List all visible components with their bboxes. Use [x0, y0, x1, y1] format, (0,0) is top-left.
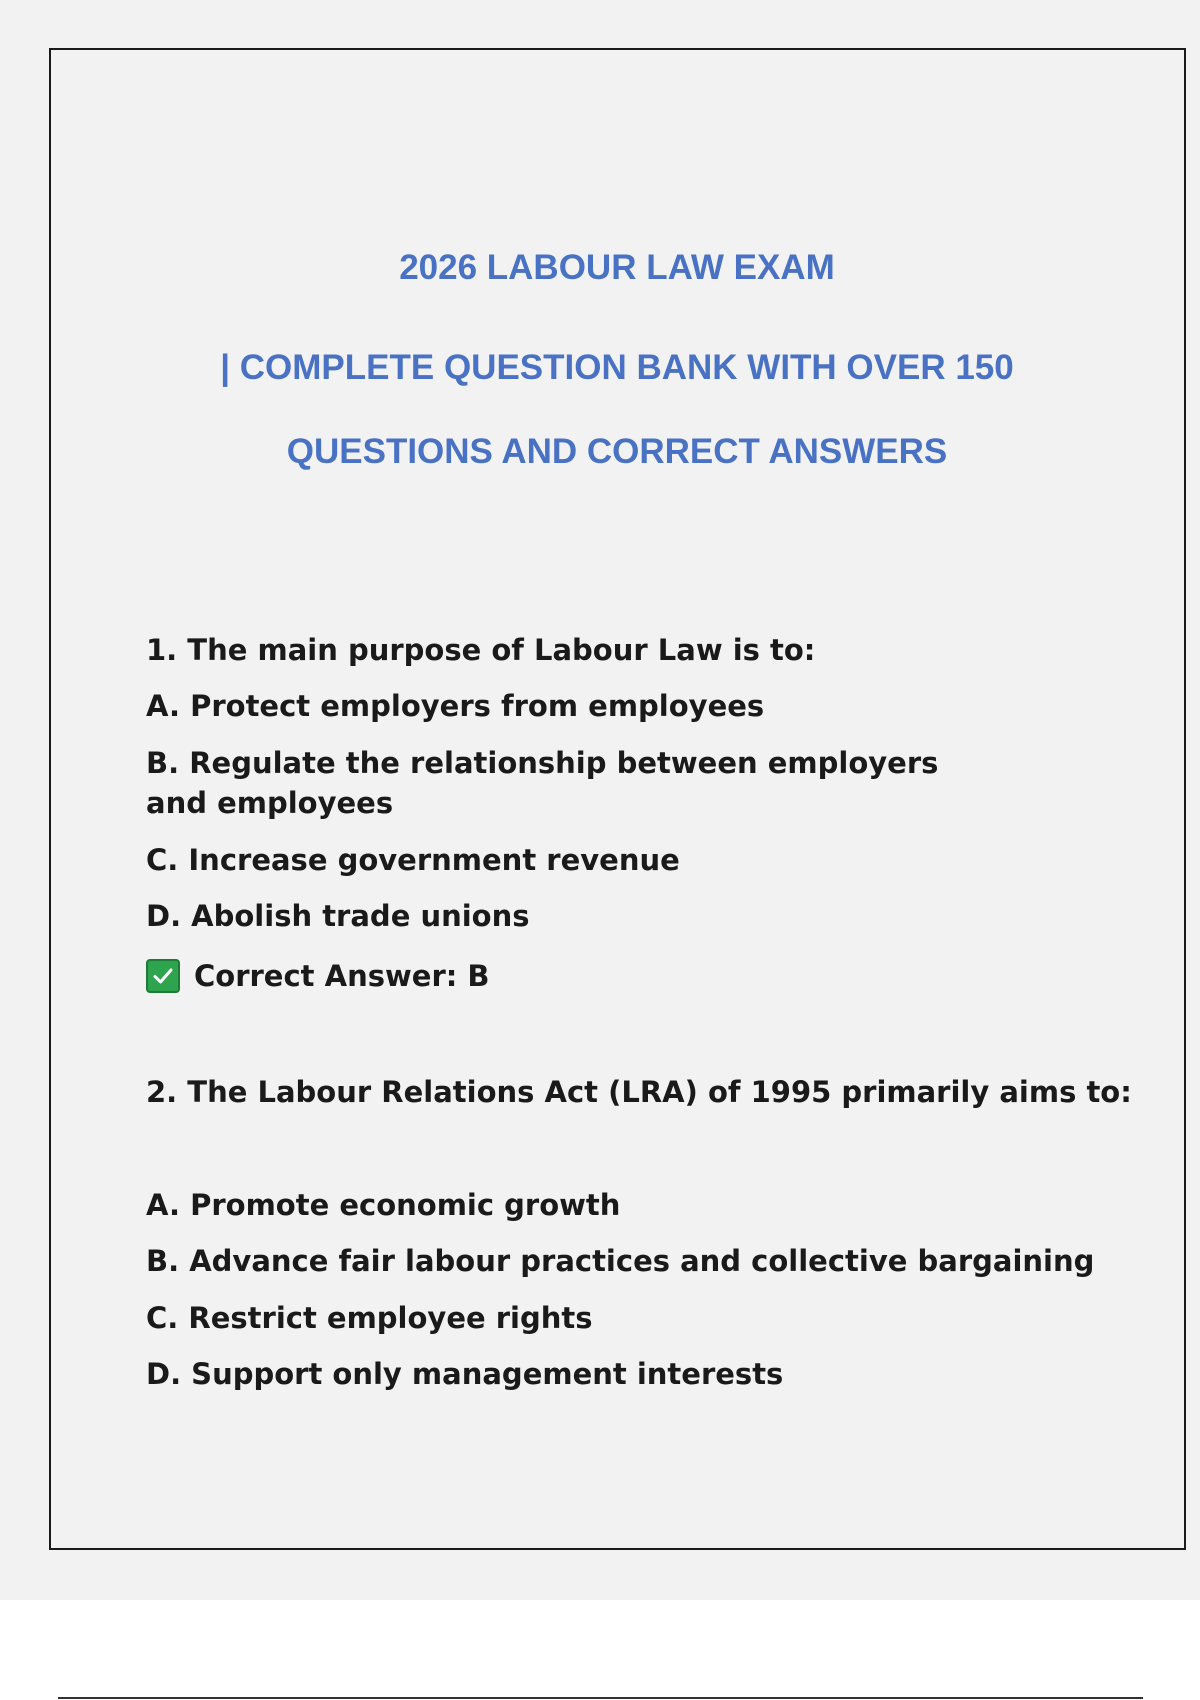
- question-2-option-c: C. Restrict employee rights: [146, 1301, 593, 1335]
- question-1-option-c: C. Increase government revenue: [146, 843, 680, 877]
- question-2-option-d: D. Support only management interests: [146, 1357, 784, 1391]
- question-1-option-d: D. Abolish trade unions: [146, 899, 530, 933]
- question-2-text: 2. The Labour Relations Act (LRA) of 1995 primarily aims to:: [146, 1075, 1132, 1109]
- check-mark-svg: [151, 964, 175, 988]
- page-title-line-1: 2026 LABOUR LAW EXAM: [399, 248, 835, 287]
- question-1-answer-text: Correct Answer: B: [194, 959, 490, 993]
- question-1-answer: [146, 956, 490, 996]
- page-title-line-2: | COMPLETE QUESTION BANK WITH OVER 150: [220, 348, 1014, 387]
- page-title-line-3: QUESTIONS AND CORRECT ANSWERS: [286, 432, 948, 471]
- question-2-option-a: A. Promote economic growth: [146, 1188, 621, 1222]
- footer-divider: [58, 1697, 1143, 1699]
- question-2-option-b: B. Advance fair labour practices and collective bargaining: [146, 1244, 1095, 1278]
- question-1-option-b: B. Regulate the relationship between employers and employees: [146, 746, 939, 820]
- check-icon: [146, 959, 180, 993]
- question-1-option-a: A. Protect employers from employees: [146, 689, 765, 723]
- question-1-text: 1. The main purpose of Labour Law is to:: [146, 633, 816, 667]
